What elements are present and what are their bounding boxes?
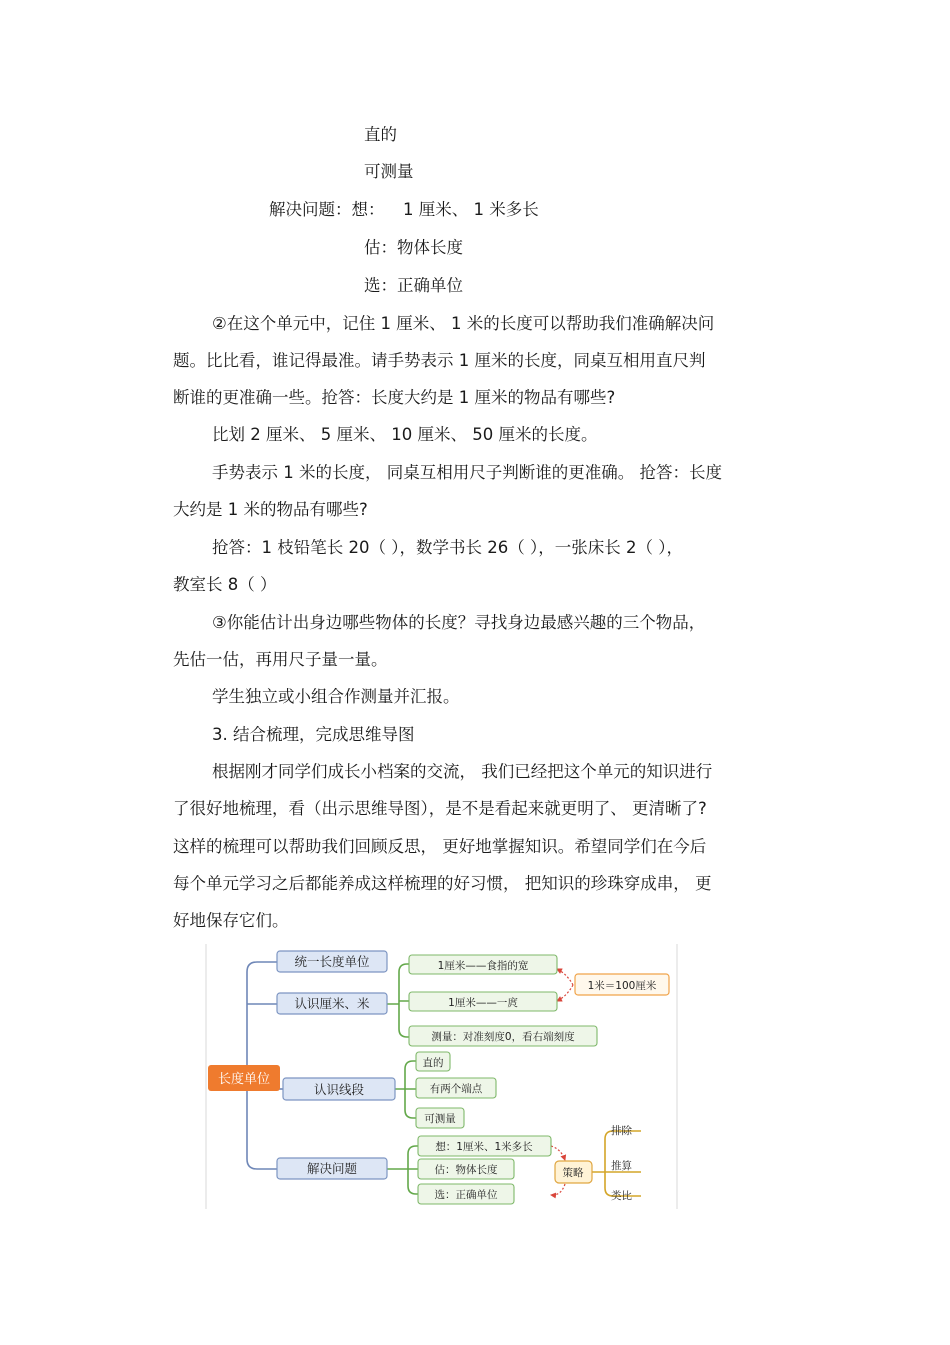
- strategy-item: 类比: [611, 1190, 632, 1202]
- strategy-item: 推算: [611, 1160, 632, 1172]
- mind-map: [205, 944, 678, 1209]
- relation-label: 1米＝100厘米: [587, 980, 657, 992]
- paragraph-line: 教室长 8（ ）: [173, 575, 277, 594]
- leaf-label: 想：1厘米、1米多长: [435, 1141, 533, 1153]
- branch-label: 解决问题: [306, 1161, 358, 1176]
- paragraph-line: ②在这个单元中，记住 1 厘米、 1 米的长度可以帮助我们准确解决问: [212, 314, 715, 333]
- branch-label: 认识线段: [313, 1082, 365, 1097]
- paragraph-line: 手势表示 1 米的长度， 同桌互相用尺子判断谁的更准确。 抢答：长度: [212, 463, 722, 482]
- root-label: 长度单位: [217, 1072, 271, 1087]
- leaf-label: 1厘米——食指的宽: [437, 960, 529, 972]
- leaf-label: 1厘米——一庹: [448, 997, 518, 1009]
- leaf-label: 测量：对准刻度0，看右端刻度: [431, 1031, 575, 1043]
- leaf-label: 可测量: [424, 1113, 456, 1125]
- branch-label: 认识厘米、米: [294, 996, 370, 1011]
- paragraph-line: 这样的梳理可以帮助我们回顾反思， 更好地掌握知识。希望同学们在今后: [173, 837, 707, 856]
- paragraph-line: 学生独立或小组合作测量并汇报。: [212, 687, 460, 706]
- paragraph-line: 大约是 1 米的物品有哪些?: [173, 500, 368, 519]
- paragraph-line: 根据刚才同学们成长小档案的交流， 我们已经把这个单元的知识进行: [212, 762, 713, 781]
- item-think: 1 厘米、 1 米多长: [403, 200, 539, 219]
- paragraph-line: 断谁的更准确一些。抢答：长度大约是 1 厘米的物品有哪些?: [173, 388, 616, 407]
- item-straight: 直的: [364, 125, 397, 144]
- paragraph-line: 好地保存它们。: [173, 911, 289, 930]
- paragraph-line: 题。比比看，谁记得最准。请手势表示 1 厘米的长度，同桌互相用直尺判: [173, 351, 706, 370]
- paragraph-line: 先估一估，再用尺子量一量。: [173, 650, 388, 669]
- item-select: 选：正确单位: [364, 276, 463, 295]
- item-estimate: 估：物体长度: [364, 238, 463, 257]
- item-measurable: 可测量: [364, 162, 414, 181]
- strategy-label: 策略: [562, 1167, 584, 1179]
- leaf-label: 估：物体长度: [434, 1164, 498, 1176]
- section-heading: 3. 结合梳理，完成思维导图: [212, 725, 415, 744]
- paragraph-line: ③你能估计出身边哪些物体的长度？寻找身边最感兴趣的三个物品，: [212, 613, 706, 632]
- leaf-label: 直的: [422, 1057, 444, 1069]
- strategy-item: 排除: [611, 1125, 632, 1137]
- paragraph-line: 每个单元学习之后都能养成这样梳理的好习惯， 把知识的珍珠穿成串， 更: [173, 874, 712, 893]
- leaf-label: 选：正确单位: [434, 1189, 498, 1201]
- paragraph-line: 了很好地梳理，看（出示思维导图），是不是看起来就更明了、 更清晰了?: [173, 799, 707, 818]
- paragraph-line: 抢答：1 枝铅笔长 20（ ），数学书长 26（ ），一张床长 2（ ），: [212, 538, 683, 557]
- item-solve-label: 解决问题：想：: [269, 200, 385, 219]
- leaf-label: 有两个端点: [429, 1083, 483, 1095]
- paragraph-line: 比划 2 厘米、 5 厘米、 10 厘米、 50 厘米的长度。: [212, 425, 598, 444]
- branch-label: 统一长度单位: [294, 954, 370, 969]
